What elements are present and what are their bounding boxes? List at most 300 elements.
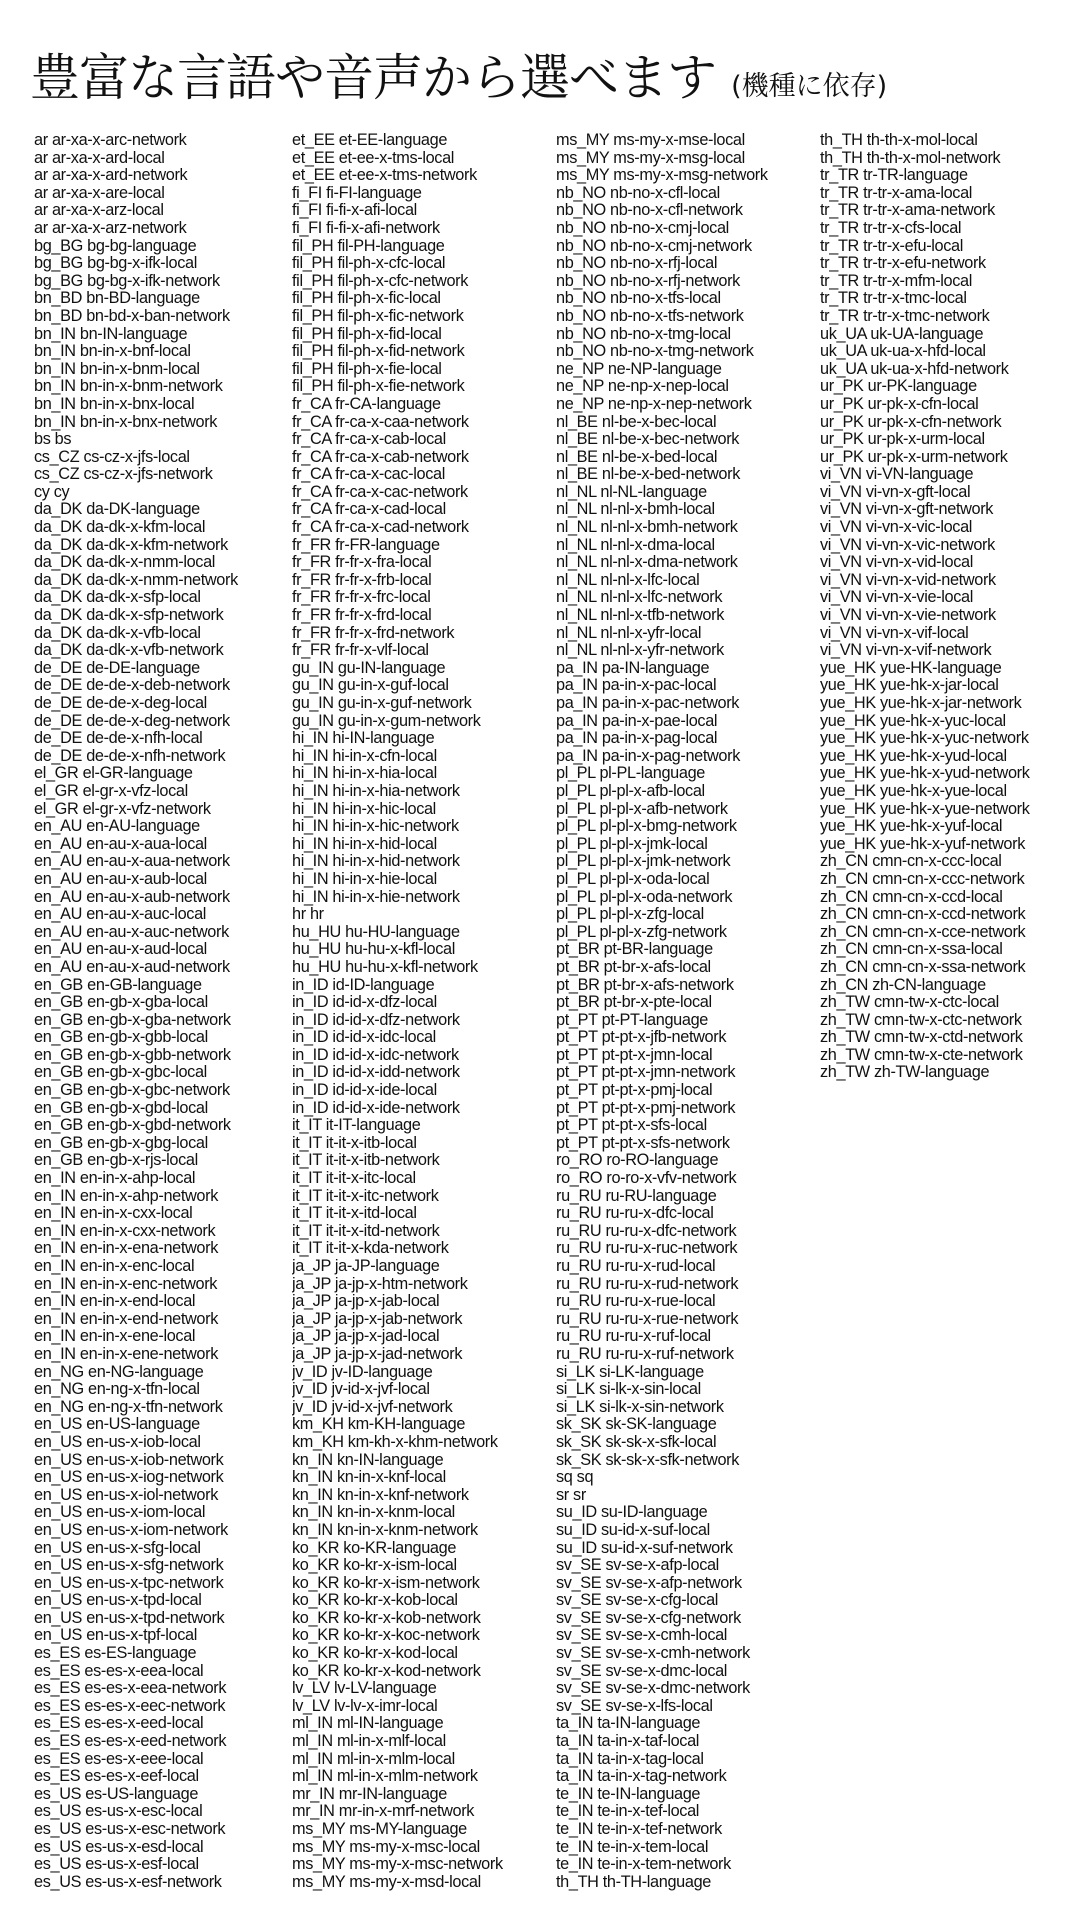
voice-list-item: tr_TR tr-tr-x-cfs-local xyxy=(820,219,962,237)
voice-list-item: de_DE de-de-x-nfh-network xyxy=(34,747,226,765)
voice-list-item: jv_ID jv-ID-language xyxy=(292,1363,433,1381)
voice-list-item: fr_FR fr-fr-x-fra-local xyxy=(292,554,432,572)
voice-list-item: gu_IN gu-in-x-gum-network xyxy=(292,712,481,730)
voice-list-item: es_ES es-es-x-eee-local xyxy=(34,1750,204,1768)
voice-list-item: zh_CN cmn-cn-x-ssa-local xyxy=(820,941,1003,959)
voice-list-item: hi_IN hi-in-x-hia-local xyxy=(292,765,437,783)
voice-list-item: fr_CA fr-ca-x-cab-network xyxy=(292,448,469,466)
voice-list-item: en_AU en-au-x-aud-network xyxy=(34,958,230,976)
voice-list-item: hi_IN hi-in-x-hic-local xyxy=(292,800,436,818)
voice-list-item: bs bs xyxy=(34,431,72,449)
voice-list-item: en_GB en-gb-x-gbb-local xyxy=(34,1029,208,1047)
voice-list-item: en_AU en-au-x-aua-network xyxy=(34,853,230,871)
voice-list-item: ru_RU ru-ru-x-rue-local xyxy=(556,1293,716,1311)
voice-list-item: da_DK da-dk-x-vfb-local xyxy=(34,624,201,642)
voice-list-item: ru_RU ru-ru-x-rue-network xyxy=(556,1310,739,1328)
voice-list-item: vi_VN vi-vn-x-vie-network xyxy=(820,607,996,625)
voice-list-item: de_DE de-de-x-deg-local xyxy=(34,695,207,712)
voice-list-item: en_US en-us-x-iom-network xyxy=(34,1521,228,1539)
voice-list-item: fr_FR fr-fr-x-frd-network xyxy=(292,624,455,642)
voice-list-item: it_IT it-IT-language xyxy=(292,1117,421,1135)
voice-list-item: ur_PK ur-PK-language xyxy=(820,378,977,396)
voice-list-item: hu_HU hu-HU-language xyxy=(292,923,460,941)
voice-list-item: tr_TR tr-tr-x-mfm-local xyxy=(820,272,973,290)
voice-list-item: nb_NO nb-no-x-cmj-local xyxy=(556,219,729,237)
voice-list-item: en_AU en-au-x-auc-network xyxy=(34,923,229,941)
voice-list-item: nl_NL nl-nl-x-dma-local xyxy=(556,536,715,554)
voice-list-item: ja_JP ja-jp-x-jab-local xyxy=(292,1293,440,1311)
voice-list-item: in_ID id-id-x-dfz-network xyxy=(292,1011,460,1029)
voice-list-item: en_AU en-au-x-aub-network xyxy=(34,888,230,906)
voice-list-item: fr_CA fr-CA-language xyxy=(292,395,441,413)
page-title: 豊富な言語や音声から選べます xyxy=(30,49,716,107)
voice-list-item: en_IN en-in-x-cxx-network xyxy=(34,1222,216,1240)
voice-list-item: su_ID su-id-x-suf-local xyxy=(556,1521,710,1539)
voice-list-item: en_GB en-gb-x-rjs-local xyxy=(34,1152,198,1170)
voice-list-item: sv_SE sv-se-x-cmh-local xyxy=(556,1627,728,1645)
voice-list-item: tr_TR tr-tr-x-tmc-local xyxy=(820,290,967,308)
voice-list-item: vi_VN vi-vn-x-vid-network xyxy=(820,571,996,589)
voice-list-item: nl_BE nl-be-x-bec-network xyxy=(556,431,740,449)
voice-list-item: pt_PT pt-PT-language xyxy=(556,1011,708,1029)
voice-list-item: pt_PT pt-pt-x-pmj-local xyxy=(556,1082,713,1100)
voice-list-item: en_AU en-AU-language xyxy=(34,818,200,836)
voice-list-item: gu_IN gu-in-x-guf-network xyxy=(292,695,472,712)
voice-list-item: ms_MY ms-my-x-mse-local xyxy=(556,132,745,149)
voice-list-item: te_IN te-in-x-tef-local xyxy=(556,1803,700,1821)
voice-list-item: yue_HK yue-hk-x-yue-local xyxy=(820,782,1007,800)
voice-list-item: pl_PL pl-pl-x-oda-local xyxy=(556,870,710,888)
voice-list-item: yue_HK yue-hk-x-yuf-network xyxy=(820,835,1025,853)
voice-list-item: en_IN en-in-x-cxx-local xyxy=(34,1205,193,1223)
voice-list-item: fi_FI fi-fi-x-afi-local xyxy=(292,202,417,220)
voice-list-item: pt_PT pt-pt-x-sfs-local xyxy=(556,1117,707,1135)
voice-list-item: vi_VN vi-VN-language xyxy=(820,466,974,484)
voice-list-item: te_IN te-IN-language xyxy=(556,1785,701,1803)
voice-list-item: pa_IN pa-in-x-pag-network xyxy=(556,747,741,765)
voice-list-item: nb_NO nb-no-x-tfs-local xyxy=(556,290,721,308)
voice-list-item: hu_HU hu-hu-x-kfl-network xyxy=(292,958,478,976)
voice-list-item: ur_PK ur-pk-x-cfn-network xyxy=(820,413,1002,431)
voice-list-item: kn_IN kn-in-x-knf-local xyxy=(292,1469,446,1487)
voice-list-item: en_IN en-in-x-enc-local xyxy=(34,1258,195,1275)
voice-list-item: da_DK da-dk-x-kfm-local xyxy=(34,519,206,537)
voice-list-item: hu_HU hu-hu-x-kfl-local xyxy=(292,941,455,959)
voice-list-item: ta_IN ta-IN-language xyxy=(556,1715,701,1733)
voice-list-item: el_GR el-gr-x-vfz-local xyxy=(34,782,188,800)
voice-list-item: ar ar-xa-x-arz-local xyxy=(34,202,164,220)
voice-list-item: en_IN en-in-x-enc-network xyxy=(34,1275,218,1293)
voice-list-item: nl_NL nl-NL-language xyxy=(556,483,707,501)
voice-list-item: ta_IN ta-in-x-taf-local xyxy=(556,1733,700,1751)
voice-list-item: kn_IN kn-in-x-knf-network xyxy=(292,1486,469,1504)
voice-list-item: th_TH th-th-x-mol-local xyxy=(820,132,978,149)
voice-list-item: su_ID su-ID-language xyxy=(556,1504,708,1522)
voice-list-item: bg_BG bg-bg-x-ifk-local xyxy=(34,255,197,273)
voice-list-item: en_AU en-au-x-aub-local xyxy=(34,870,207,888)
voice-list-item: ko_KR ko-kr-x-koc-network xyxy=(292,1627,480,1645)
voice-list-item: nl_BE nl-be-x-bed-local xyxy=(556,448,718,466)
voice-list-item: sk_SK sk-sk-x-sfk-network xyxy=(556,1451,740,1469)
voice-list-item: en_GB en-gb-x-gbg-local xyxy=(34,1134,208,1152)
voice-list-item: zh_TW cmn-tw-x-ctd-network xyxy=(820,1029,1023,1047)
voice-list-item: bn_IN bn-in-x-bnm-local xyxy=(34,360,200,378)
voice-list-item: sq sq xyxy=(556,1469,594,1487)
voice-list-item: en_GB en-gb-x-gbd-local xyxy=(34,1099,208,1117)
voice-list-item: en_NG en-ng-x-tfn-local xyxy=(34,1381,200,1399)
voice-list-item: nl_NL nl-nl-x-bmh-local xyxy=(556,501,715,519)
voice-list-item: yue_HK yue-hk-x-yud-local xyxy=(820,747,1007,765)
voice-list-item: pa_IN pa-in-x-pac-network xyxy=(556,695,740,712)
voice-list-item: fr_FR fr-fr-x-frb-local xyxy=(292,571,432,589)
voice-list-item: fil_PH fil-ph-x-fic-network xyxy=(292,307,464,325)
voice-list-item: in_ID id-id-x-idc-local xyxy=(292,1029,436,1047)
voice-list-item: en_US en-us-x-iol-network xyxy=(34,1486,218,1504)
voice-list-item: ml_IN ml-in-x-mlm-network xyxy=(292,1768,478,1786)
voice-list-item: ms_MY ms-MY-language xyxy=(292,1821,467,1838)
voice-list-item: ko_KR ko-kr-x-ism-network xyxy=(292,1574,480,1592)
voice-list-item: pl_PL pl-pl-x-oda-network xyxy=(556,888,733,906)
voice-list-item: nl_NL nl-nl-x-dma-network xyxy=(556,554,738,572)
voice-list-item: ms_MY ms-my-x-msd-local xyxy=(292,1873,481,1891)
voice-list-item: en_AU en-au-x-aud-local xyxy=(34,941,207,959)
voice-list-item: gu_IN gu-in-x-guf-local xyxy=(292,677,449,695)
voice-list-item: en_US en-us-x-iom-local xyxy=(34,1504,206,1522)
voice-list-item: da_DK da-dk-x-sfp-network xyxy=(34,607,224,625)
voice-list-item: hi_IN hi-in-x-hia-network xyxy=(292,782,460,800)
voice-list-item: vi_VN vi-vn-x-vid-local xyxy=(820,554,973,572)
voice-list-item: es_ES es-es-x-eec-network xyxy=(34,1697,226,1715)
voice-column-1 xyxy=(34,132,284,1891)
voice-list-item: zh_TW cmn-tw-x-ctc-local xyxy=(820,994,999,1012)
voice-list-item: in_ID id-ID-language xyxy=(292,976,435,994)
voice-list-item: tr_TR tr-tr-x-efu-local xyxy=(820,237,964,255)
voice-list-item: kn_IN kn-in-x-knm-network xyxy=(292,1521,478,1539)
voice-list-item: ar ar-xa-x-arz-network xyxy=(34,219,187,237)
voice-list-item: en_NG en-ng-x-tfn-network xyxy=(34,1398,223,1416)
voice-list-item: ko_KR ko-kr-x-kob-local xyxy=(292,1592,458,1610)
voice-list-item: pl_PL pl-pl-x-afb-network xyxy=(556,800,728,818)
voice-list-item: zh_CN cmn-cn-x-ssa-network xyxy=(820,958,1026,976)
voice-list-item: uk_UA uk-UA-language xyxy=(820,325,984,343)
voice-list-item: pa_IN pa-in-x-pac-local xyxy=(556,677,717,695)
voice-list-item: nb_NO nb-no-x-rfj-network xyxy=(556,272,740,290)
voice-list-item: en_GB en-gb-x-gbb-network xyxy=(34,1046,231,1064)
voice-list-item: es_US es-us-x-esc-network xyxy=(34,1821,226,1838)
voice-list-item: sk_SK sk-SK-language xyxy=(556,1416,717,1434)
voice-list-item: nl_BE nl-be-x-bed-network xyxy=(556,466,741,484)
voice-list-item: hi_IN hi-in-x-hie-local xyxy=(292,870,437,888)
voice-list-item: ur_PK ur-pk-x-cfn-local xyxy=(820,395,979,413)
voice-list-item: ru_RU ru-ru-x-ruf-network xyxy=(556,1345,734,1363)
voice-list-item: pl_PL pl-pl-x-zfg-local xyxy=(556,906,704,924)
voice-list-item: bn_IN bn-IN-language xyxy=(34,325,188,343)
voice-list-item: tr_TR tr-tr-x-ama-local xyxy=(820,184,973,202)
voice-list-item: kn_IN kn-IN-language xyxy=(292,1451,444,1469)
voice-list-item: en_GB en-gb-x-gbd-network xyxy=(34,1117,231,1135)
voice-list-item: en_US en-US-language xyxy=(34,1416,200,1434)
voice-list-item: ja_JP ja-jp-x-htm-network xyxy=(292,1275,468,1293)
voice-list-item: ru_RU ru-ru-x-rud-network xyxy=(556,1275,739,1293)
voice-list-item: es_ES es-es-x-eea-local xyxy=(34,1662,204,1680)
voice-list-item: es_ES es-es-x-eef-local xyxy=(34,1768,199,1786)
voice-list-item: hi_IN hi-in-x-hie-network xyxy=(292,888,460,906)
voice-list-item: it_IT it-it-x-itd-network xyxy=(292,1222,440,1240)
voice-list-item: sv_SE sv-se-x-dmc-network xyxy=(556,1680,750,1698)
voice-list-item: da_DK da-dk-x-nmm-local xyxy=(34,554,216,572)
voice-list-item: fil_PH fil-ph-x-cfc-network xyxy=(292,272,469,290)
voice-list-item: vi_VN vi-vn-x-vic-local xyxy=(820,519,973,537)
voice-list-item: tr_TR tr-TR-language xyxy=(820,167,968,185)
voice-list-item: nl_NL nl-nl-x-tfb-network xyxy=(556,607,724,625)
voice-list-item: nl_NL nl-nl-x-yfr-network xyxy=(556,642,724,660)
page-subtitle: (機種に依存) xyxy=(731,71,888,102)
voice-list-item: es_ES es-es-x-eea-network xyxy=(34,1680,227,1698)
voice-list-item: pa_IN pa-in-x-pag-local xyxy=(556,730,718,748)
voice-list-item: yue_HK yue-hk-x-yue-network xyxy=(820,800,1030,818)
voice-list-item: da_DK da-dk-x-kfm-network xyxy=(34,536,228,554)
voice-list-item: hi_IN hi-in-x-hid-network xyxy=(292,853,460,871)
voice-list-item: tr_TR tr-tr-x-tmc-network xyxy=(820,307,990,325)
voice-list-item: pl_PL pl-PL-language xyxy=(556,765,705,783)
voice-list-item: fil_PH fil-ph-x-fie-local xyxy=(292,360,442,378)
voice-list-item: fr_CA fr-ca-x-cad-local xyxy=(292,501,446,519)
voice-list-item: fil_PH fil-PH-language xyxy=(292,237,445,255)
voice-list-item: nb_NO nb-no-x-cmj-network xyxy=(556,237,752,255)
voice-list-item: ru_RU ru-ru-x-rud-local xyxy=(556,1258,716,1275)
voice-list-item: pl_PL pl-pl-x-jmk-local xyxy=(556,835,708,853)
voice-list-item: in_ID id-id-x-ide-network xyxy=(292,1099,460,1117)
voice-list-item: hi_IN hi-in-x-cfn-local xyxy=(292,747,437,765)
voice-list-item: nb_NO nb-no-x-cfl-network xyxy=(556,202,743,220)
voice-list-item: en_IN en-in-x-ena-network xyxy=(34,1240,219,1258)
voice-list xyxy=(34,132,1074,1902)
voice-list-item: nl_NL nl-nl-x-lfc-network xyxy=(556,589,723,607)
voice-list-item: vi_VN vi-vn-x-vie-local xyxy=(820,589,973,607)
voice-list-item: ko_KR ko-kr-x-kod-local xyxy=(292,1645,458,1663)
voice-list-item: fr_CA fr-ca-x-cab-local xyxy=(292,431,446,449)
voice-list-item: tr_TR tr-tr-x-ama-network xyxy=(820,202,995,220)
voice-list-item: en_US en-us-x-iob-local xyxy=(34,1433,201,1451)
voice-list-item: uk_UA uk-ua-x-hfd-local xyxy=(820,343,986,361)
voice-list-item: el_GR el-GR-language xyxy=(34,765,193,783)
voice-list-item: en_GB en-gb-x-gbc-local xyxy=(34,1064,207,1082)
voice-list-item: fr_CA fr-ca-x-cac-local xyxy=(292,466,445,484)
voice-list-item: nb_NO nb-no-x-tfs-network xyxy=(556,307,744,325)
page-header xyxy=(30,38,1060,110)
voice-list-item: fil_PH fil-ph-x-fid-network xyxy=(292,343,465,361)
voice-list-item: en_IN en-in-x-ahp-network xyxy=(34,1187,219,1205)
voice-list-item: zh_CN cmn-cn-x-ccc-network xyxy=(820,870,1025,888)
voice-list-item: zh_CN cmn-cn-x-ccd-local xyxy=(820,888,1003,906)
voice-list-item: ko_KR ko-kr-x-kod-network xyxy=(292,1662,481,1680)
voice-list-item: en_GB en-gb-x-gba-network xyxy=(34,1011,231,1029)
voice-list-item: ar ar-xa-x-are-local xyxy=(34,184,165,202)
voice-list-item: en_IN en-in-x-end-network xyxy=(34,1310,219,1328)
voice-list-item: kn_IN kn-in-x-knm-local xyxy=(292,1504,455,1522)
voice-list-item: pa_IN pa-in-x-pae-local xyxy=(556,712,718,730)
voice-list-item: vi_VN vi-vn-x-gft-local xyxy=(820,483,971,501)
voice-list-item: sv_SE sv-se-x-afp-local xyxy=(556,1557,719,1575)
voice-list-item: su_ID su-id-x-suf-network xyxy=(556,1539,733,1557)
voice-list-item: fr_CA fr-ca-x-caa-network xyxy=(292,413,469,431)
voice-list-item: sv_SE sv-se-x-dmc-local xyxy=(556,1662,728,1680)
voice-list-item: km_KH km-kh-x-khm-network xyxy=(292,1433,498,1451)
voice-list-item: pt_BR pt-br-x-afs-network xyxy=(556,976,734,994)
voice-list-item: lv_LV lv-LV-language xyxy=(292,1680,437,1698)
voice-list-item: nl_BE nl-be-x-bec-local xyxy=(556,413,717,431)
voice-list-item: it_IT it-it-x-itc-local xyxy=(292,1170,416,1188)
voice-list-item: jv_ID jv-id-x-jvf-local xyxy=(292,1381,430,1399)
voice-list-item: nb_NO nb-no-x-tmg-local xyxy=(556,325,731,343)
voice-list-item: zh_CN zh-CN-language xyxy=(820,976,986,994)
voice-list-item: da_DK da-dk-x-nmm-network xyxy=(34,571,238,589)
voice-list-item: en_AU en-au-x-aua-local xyxy=(34,835,207,853)
voice-list-item: nb_NO nb-no-x-cfl-local xyxy=(556,184,720,202)
voice-list-item: yue_HK yue-hk-x-yud-network xyxy=(820,765,1030,783)
voice-list-item: cs_CZ cs-cz-x-jfs-network xyxy=(34,466,213,484)
voice-list-item: en_IN en-in-x-ahp-local xyxy=(34,1170,196,1188)
voice-list-item: ms_MY ms-my-x-msg-local xyxy=(556,149,745,167)
voice-list-item: pt_BR pt-br-x-afs-local xyxy=(556,958,711,976)
voice-list-item: ko_KR ko-kr-x-kob-network xyxy=(292,1609,481,1627)
voice-list-item: hi_IN hi-in-x-hic-network xyxy=(292,818,459,836)
voice-list-item: zh_TW cmn-tw-x-cte-network xyxy=(820,1046,1023,1064)
voice-list-item: nl_NL nl-nl-x-bmh-network xyxy=(556,519,738,537)
voice-list-item: ja_JP ja-JP-language xyxy=(292,1258,440,1275)
voice-list-item: ar ar-xa-x-ard-network xyxy=(34,167,188,185)
voice-list-item: fr_CA fr-ca-x-cad-network xyxy=(292,519,469,537)
voice-list-item: en_US en-us-x-tpf-local xyxy=(34,1627,197,1645)
voice-list-item: cs_CZ cs-cz-x-jfs-local xyxy=(34,448,190,466)
voice-list-item: te_IN te-in-x-tem-local xyxy=(556,1838,709,1856)
voice-list-item: ne_NP ne-np-x-nep-network xyxy=(556,395,752,413)
voice-list-item: pt_PT pt-pt-x-sfs-network xyxy=(556,1134,730,1152)
voice-list-item: bn_IN bn-in-x-bnm-network xyxy=(34,378,223,396)
voice-list-item: ja_JP ja-jp-x-jad-local xyxy=(292,1328,440,1346)
voice-list-item: da_DK da-DK-language xyxy=(34,501,200,519)
voice-list-item: ja_JP ja-jp-x-jad-network xyxy=(292,1345,463,1363)
voice-list-item: jv_ID jv-id-x-jvf-network xyxy=(292,1398,453,1416)
voice-list-item: zh_TW cmn-tw-x-ctc-network xyxy=(820,1011,1022,1029)
voice-list-item: en_US en-us-x-tpc-network xyxy=(34,1574,224,1592)
voice-list-item: ms_MY ms-my-x-msc-network xyxy=(292,1856,503,1874)
voice-list-item: ro_RO ro-RO-language xyxy=(556,1152,719,1170)
voice-list-item: ru_RU ru-ru-x-ruc-network xyxy=(556,1240,738,1258)
voice-list-item: en_US en-us-x-iob-network xyxy=(34,1451,224,1469)
voice-list-item: el_GR el-gr-x-vfz-network xyxy=(34,800,211,818)
voice-list-item: sk_SK sk-sk-x-sfk-local xyxy=(556,1433,717,1451)
voice-list-item: tr_TR tr-tr-x-efu-network xyxy=(820,255,986,273)
voice-list-item: si_LK si-lk-x-sin-network xyxy=(556,1398,724,1416)
voice-list-item: sv_SE sv-se-x-lfs-local xyxy=(556,1697,713,1715)
voice-list-item: it_IT it-it-x-itd-local xyxy=(292,1205,417,1223)
voice-list-item: yue_HK yue-hk-x-jar-network xyxy=(820,695,1022,712)
voice-list-item: gu_IN gu-IN-language xyxy=(292,659,446,677)
voice-list-item: pt_PT pt-pt-x-pmj-network xyxy=(556,1099,736,1117)
voice-list-item: et_EE et-EE-language xyxy=(292,132,448,149)
voice-list-item: es_ES es-es-x-eed-network xyxy=(34,1733,227,1751)
voice-list-item: uk_UA uk-ua-x-hfd-network xyxy=(820,360,1009,378)
voice-list-item: de_DE de-de-x-nfh-local xyxy=(34,730,203,748)
voice-list-item: ru_RU ru-RU-language xyxy=(556,1187,717,1205)
voice-list-item: ur_PK ur-pk-x-urm-local xyxy=(820,431,985,449)
voice-list-item: hi_IN hi-in-x-hid-local xyxy=(292,835,437,853)
voice-list-item: vi_VN vi-vn-x-vif-local xyxy=(820,624,969,642)
voice-list-item: pt_PT pt-pt-x-jmn-local xyxy=(556,1046,713,1064)
voice-list-item: it_IT it-it-x-itb-local xyxy=(292,1134,417,1152)
voice-list-item: hr hr xyxy=(292,906,324,924)
voice-list-item: fr_FR fr-FR-language xyxy=(292,536,440,554)
voice-list-item: pt_BR pt-BR-language xyxy=(556,941,713,959)
voice-list-item: yue_HK yue-hk-x-jar-local xyxy=(820,677,999,695)
voice-list-item: cy cy xyxy=(34,483,70,501)
voice-list-item: es_US es-us-x-esd-local xyxy=(34,1838,204,1856)
voice-list-item: km_KH km-KH-language xyxy=(292,1416,466,1434)
voice-column-4 xyxy=(820,132,1080,1082)
voice-list-item: sv_SE sv-se-x-cmh-network xyxy=(556,1645,750,1663)
voice-list-item: fr_FR fr-fr-x-vlf-local xyxy=(292,642,429,660)
voice-list-item: ml_IN ml-IN-language xyxy=(292,1715,444,1733)
voice-list-item: ar ar-xa-x-ard-local xyxy=(34,149,165,167)
voice-list-item: en_GB en-gb-x-gbc-network xyxy=(34,1082,230,1100)
voice-column-3 xyxy=(556,132,818,1891)
voice-list-item: en_IN en-in-x-end-local xyxy=(34,1293,196,1311)
voice-list-item: ms_MY ms-my-x-msc-local xyxy=(292,1838,480,1856)
voice-list-item: de_DE de-de-x-deg-network xyxy=(34,712,230,730)
voice-list-item: ko_KR ko-KR-language xyxy=(292,1539,457,1557)
voice-list-item: da_DK da-dk-x-vfb-network xyxy=(34,642,224,660)
voice-list-item: hi_IN hi-IN-language xyxy=(292,730,435,748)
voice-list-item: ml_IN ml-in-x-mlf-local xyxy=(292,1733,446,1751)
voice-list-item: fil_PH fil-ph-x-cfc-local xyxy=(292,255,446,273)
voice-list-item: in_ID id-id-x-dfz-local xyxy=(292,994,437,1012)
voice-list-item: vi_VN vi-vn-x-gft-network xyxy=(820,501,994,519)
voice-list-item: bn_IN bn-in-x-bnx-local xyxy=(34,395,195,413)
voice-list-item: nb_NO nb-no-x-tmg-network xyxy=(556,343,754,361)
voice-list-item: ms_MY ms-my-x-msg-network xyxy=(556,167,768,185)
voice-list-item: vi_VN vi-vn-x-vif-network xyxy=(820,642,992,660)
voice-list-item: zh_CN cmn-cn-x-cce-network xyxy=(820,923,1026,941)
voice-list-item: es_US es-us-x-esf-local xyxy=(34,1856,199,1874)
voice-list-item: en_GB en-GB-language xyxy=(34,976,202,994)
voice-column-2 xyxy=(292,132,554,1891)
voice-list-item: it_IT it-it-x-kda-network xyxy=(292,1240,449,1258)
voice-list-item: es_US es-us-x-esc-local xyxy=(34,1803,203,1821)
voice-list-item: bn_BD bn-BD-language xyxy=(34,290,200,308)
voice-list-item: bn_IN bn-in-x-bnf-local xyxy=(34,343,191,361)
voice-list-item: mr_IN mr-in-x-mrf-network xyxy=(292,1803,475,1821)
voice-list-item: pt_PT pt-pt-x-jmn-network xyxy=(556,1064,736,1082)
voice-list-item: en_AU en-au-x-auc-local xyxy=(34,906,207,924)
voice-list-item: de_DE de-DE-language xyxy=(34,659,200,677)
voice-list-item: nb_NO nb-no-x-rfj-local xyxy=(556,255,718,273)
voice-list-item: en_US en-us-x-tpd-network xyxy=(34,1609,225,1627)
voice-list-item: ja_JP ja-jp-x-jab-network xyxy=(292,1310,463,1328)
voice-list-item: en_IN en-in-x-ene-network xyxy=(34,1345,219,1363)
voice-list-item: sv_SE sv-se-x-cfg-local xyxy=(556,1592,719,1610)
voice-list-item: th_TH th-TH-language xyxy=(556,1873,711,1891)
voice-list-item: fi_FI fi-FI-language xyxy=(292,184,422,202)
voice-list-item: ne_NP ne-NP-language xyxy=(556,360,722,378)
voice-list-item: bg_BG bg-bg-language xyxy=(34,237,197,255)
voice-list-item: es_ES es-ES-language xyxy=(34,1645,197,1663)
voice-list-item: yue_HK yue-hk-x-yuc-local xyxy=(820,712,1006,730)
voice-list-item: th_TH th-th-x-mol-network xyxy=(820,149,1001,167)
voice-list-item: yue_HK yue-HK-language xyxy=(820,659,1002,677)
voice-list-item: en_US en-us-x-sfg-network xyxy=(34,1557,224,1575)
voice-list-item: vi_VN vi-vn-x-vic-network xyxy=(820,536,995,554)
